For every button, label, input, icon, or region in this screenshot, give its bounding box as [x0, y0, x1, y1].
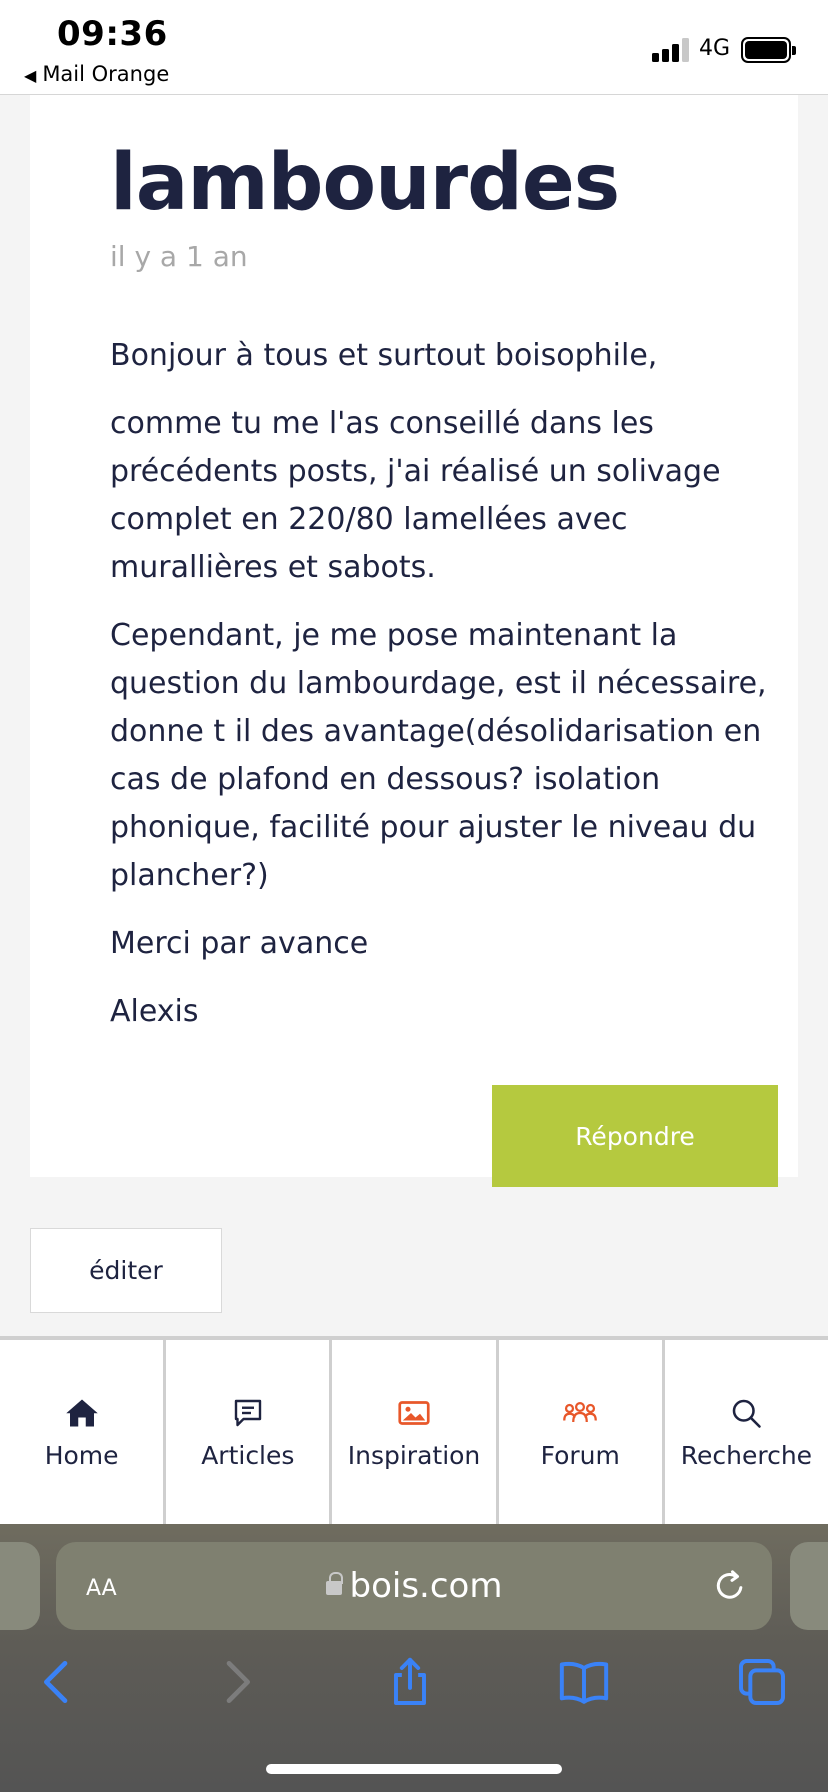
post-card [30, 60, 798, 1177]
chat-icon [230, 1395, 266, 1431]
back-icon[interactable] [30, 1654, 86, 1710]
text-size-label: AA [86, 1576, 117, 1601]
post-date: il y a 1 an [110, 240, 248, 273]
post-paragraph: Merci par avance [110, 926, 369, 961]
lock-icon [326, 1581, 342, 1595]
browser-toolbar [0, 1524, 828, 1792]
address-bar[interactable] [56, 1542, 772, 1630]
reload-icon[interactable] [710, 1566, 750, 1606]
signal-icon [652, 38, 690, 62]
nav-label: Inspiration [347, 1440, 481, 1470]
home-indicator[interactable] [266, 1764, 562, 1774]
post-paragraph: Bonjour à tous et surtout boisophile, [110, 338, 658, 373]
url-display[interactable] [56, 1566, 772, 1606]
next-tab-preview[interactable] [790, 1542, 828, 1630]
edit-button[interactable]: éditer [30, 1228, 222, 1313]
search-icon [728, 1395, 764, 1431]
nav-item-home[interactable] [0, 1340, 163, 1524]
forward-icon[interactable] [208, 1654, 264, 1710]
tabs-icon[interactable] [734, 1654, 790, 1710]
back-triangle-icon: ◀ [24, 66, 37, 85]
previous-tab-preview[interactable] [0, 1542, 40, 1630]
reply-button[interactable]: Répondre [492, 1085, 778, 1187]
nav-label: Forum [540, 1440, 620, 1470]
post-paragraph: Cependant, je me pose maintenant la question du lambourdage, est il nécessaire, donne t il des avantage(désolidarisation en cas de plafond en dessous? isolation phonique, facilité pour ajuster le niveau du plancher?) [110, 618, 767, 893]
nav-label: Articles [201, 1440, 295, 1470]
post-body [110, 332, 790, 1056]
home-icon [64, 1395, 100, 1431]
nav-item-inspiration[interactable] [332, 1340, 495, 1524]
share-icon[interactable] [382, 1654, 438, 1710]
bookmarks-icon[interactable] [556, 1654, 612, 1710]
post-paragraph: comme tu me l'as conseillé dans les précédents posts, j'ai réalisé un solivage complet en 220/80 lamellées avec murallières et sabots. [110, 406, 721, 585]
nav-item-forum[interactable] [499, 1340, 662, 1524]
battery-icon [741, 37, 791, 63]
nav-label: Recherche [680, 1440, 813, 1470]
post-title: lambourdes [110, 138, 620, 228]
nav-item-recherche[interactable] [665, 1340, 828, 1524]
back-app-label: Mail Orange [42, 62, 170, 86]
image-icon [396, 1395, 432, 1431]
network-type: 4G [699, 36, 731, 61]
nav-item-articles[interactable] [166, 1340, 329, 1524]
bottom-nav [0, 1336, 828, 1524]
url-text: bois.com [349, 1566, 503, 1606]
status-bar [0, 0, 828, 95]
group-icon [562, 1395, 598, 1431]
clock: 09:36 [57, 14, 168, 54]
back-to-app-link[interactable] [24, 62, 169, 86]
post-signature: Alexis [110, 994, 199, 1029]
nav-label: Home [44, 1440, 119, 1470]
